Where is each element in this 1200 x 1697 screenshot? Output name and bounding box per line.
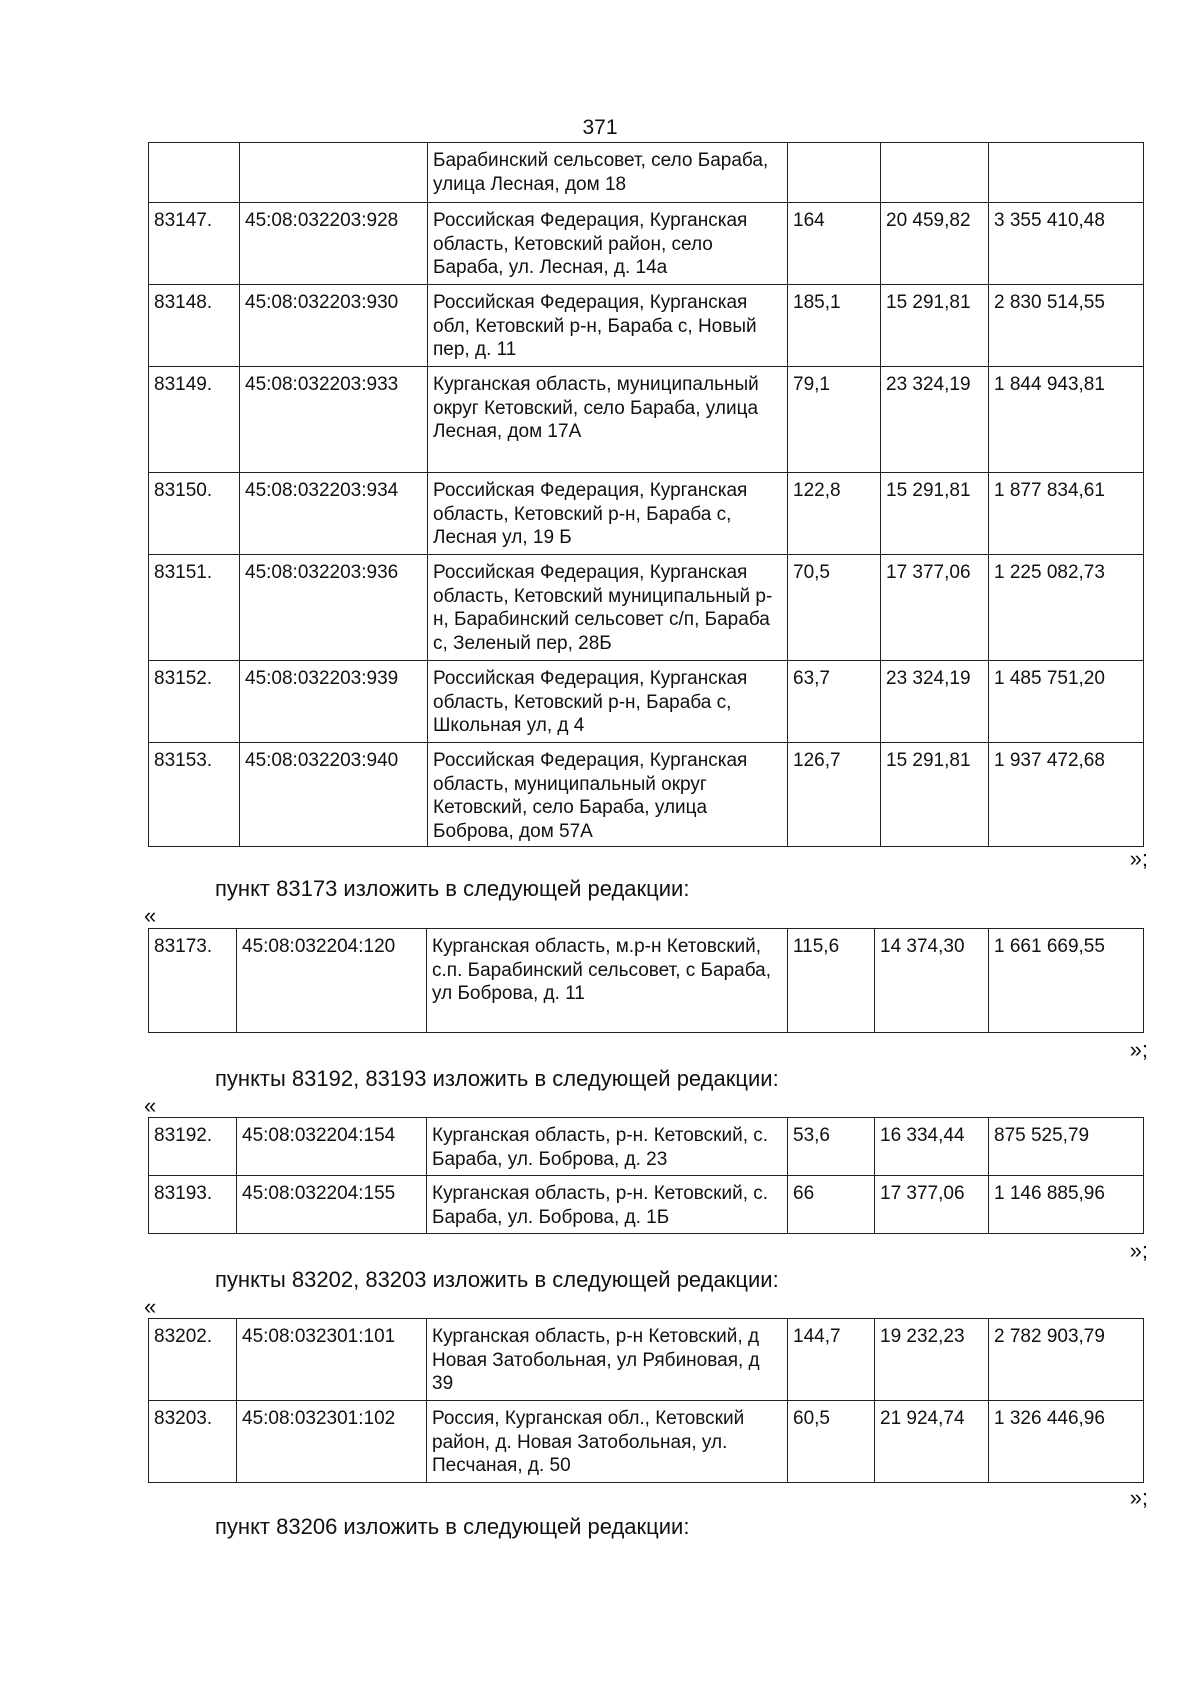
table-row bbox=[149, 203, 1144, 285]
area: 115,6 bbox=[788, 929, 875, 1033]
cadastral-value: 875 525,79 bbox=[989, 1118, 1144, 1176]
table-row bbox=[149, 1319, 1144, 1401]
table-row bbox=[149, 473, 1144, 555]
address: Курганская область, р-н. Кетовский, с. Бараба, ул. Боброва, д. 1Б bbox=[427, 1176, 788, 1234]
address: Российская Федерация, Курганская область, Кетовский муниципальный р-н, Барабинский сельсовет с/п, Бараба с, Зеленый пер, 28Б bbox=[428, 555, 788, 661]
address: Курганская область, м.р-н Кетовский, с.п. Барабинский сельсовет, с Бараба, ул Боброва, д. 11 bbox=[427, 929, 788, 1033]
area: 66 bbox=[788, 1176, 875, 1234]
area: 60,5 bbox=[788, 1401, 875, 1483]
row-number: 83203. bbox=[149, 1401, 237, 1483]
cadastral-number bbox=[240, 143, 428, 203]
row-number: 83193. bbox=[149, 1176, 237, 1234]
opening-quote: « bbox=[144, 903, 157, 928]
cadastral-value: 1 485 751,20 bbox=[989, 661, 1144, 743]
cadastral-value: 3 355 410,48 bbox=[989, 203, 1144, 285]
table-row bbox=[149, 555, 1144, 661]
closing-quote: »; bbox=[1129, 1485, 1148, 1510]
row-number: 83147. bbox=[149, 203, 240, 285]
unit-price: 17 377,06 bbox=[875, 1176, 989, 1234]
cadastral-number: 45:08:032203:930 bbox=[240, 285, 428, 367]
address: Курганская область, р-н Кетовский, д Новая Затобольная, ул Рябиновая, д 39 bbox=[427, 1319, 788, 1401]
closing-quote: »; bbox=[1129, 1238, 1148, 1263]
row-number: 83192. bbox=[149, 1118, 237, 1176]
unit-price: 16 334,44 bbox=[875, 1118, 989, 1176]
cadastral-value: 1 146 885,96 bbox=[989, 1176, 1144, 1234]
row-number: 83202. bbox=[149, 1319, 237, 1401]
table-row bbox=[149, 367, 1144, 473]
address: Российская Федерация, Курганская область, Кетовский р-н, Бараба с, Школьная ул, д 4 bbox=[428, 661, 788, 743]
area bbox=[788, 143, 881, 203]
closing-quote: »; bbox=[1129, 846, 1148, 871]
opening-quote: « bbox=[144, 1093, 157, 1118]
page-number: 371 bbox=[582, 116, 618, 139]
area: 144,7 bbox=[788, 1319, 875, 1401]
address: Россия, Курганская обл., Кетовский район, д. Новая Затобольная, ул. Песчаная, д. 50 bbox=[427, 1401, 788, 1483]
table-row bbox=[149, 1118, 1144, 1176]
cadastral-value bbox=[989, 143, 1144, 203]
unit-price: 15 291,81 bbox=[881, 285, 989, 367]
address: Курганская область, р-н. Кетовский, с. Бараба, ул. Боброва, д. 23 bbox=[427, 1118, 788, 1176]
cadastral-value: 1 225 082,73 bbox=[989, 555, 1144, 661]
area: 70,5 bbox=[788, 555, 881, 661]
opening-quote: « bbox=[144, 1294, 157, 1319]
cadastral-value: 1 877 834,61 bbox=[989, 473, 1144, 555]
row-number: 83152. bbox=[149, 661, 240, 743]
cadastral-number: 45:08:032204:154 bbox=[237, 1118, 427, 1176]
area: 63,7 bbox=[788, 661, 881, 743]
area: 53,6 bbox=[788, 1118, 875, 1176]
closing-quote: »; bbox=[1129, 1037, 1148, 1062]
cadastral-value: 1 661 669,55 bbox=[989, 929, 1144, 1033]
unit-price: 19 232,23 bbox=[875, 1319, 989, 1401]
cadastral-number: 45:08:032203:936 bbox=[240, 555, 428, 661]
table-row bbox=[149, 929, 1144, 1033]
table-row bbox=[149, 1176, 1144, 1234]
cadastral-number: 45:08:032204:155 bbox=[237, 1176, 427, 1234]
registry-table-3 bbox=[148, 1117, 1144, 1234]
row-number: 83150. bbox=[149, 473, 240, 555]
address: Российская Федерация, Курганская обл, Кетовский р-н, Бараба с, Новый пер, д. 11 bbox=[428, 285, 788, 367]
address: Российская Федерация, Курганская область, муниципальный округ Кетовский, село Бараба, улица Боброва, дом 57А bbox=[428, 743, 788, 847]
row-number: 83151. bbox=[149, 555, 240, 661]
registry-table-2 bbox=[148, 928, 1144, 1033]
cadastral-number: 45:08:032203:939 bbox=[240, 661, 428, 743]
unit-price: 14 374,30 bbox=[875, 929, 989, 1033]
cadastral-value: 1 326 446,96 bbox=[989, 1401, 1144, 1483]
cadastral-value: 2 782 903,79 bbox=[989, 1319, 1144, 1401]
area: 126,7 bbox=[788, 743, 881, 847]
cadastral-value: 1 844 943,81 bbox=[989, 367, 1144, 473]
area: 79,1 bbox=[788, 367, 881, 473]
address: Барабинский сельсовет, село Бараба, улица Лесная, дом 18 bbox=[428, 143, 788, 203]
unit-price: 15 291,81 bbox=[881, 473, 989, 555]
row-number: 83173. bbox=[149, 929, 237, 1033]
amendment-paragraph: пункт 83206 изложить в следующей редакции: bbox=[215, 1514, 690, 1539]
cadastral-number: 45:08:032203:928 bbox=[240, 203, 428, 285]
registry-table-1 bbox=[148, 142, 1144, 847]
row-number: 83149. bbox=[149, 367, 240, 473]
unit-price: 17 377,06 bbox=[881, 555, 989, 661]
area: 164 bbox=[788, 203, 881, 285]
unit-price: 23 324,19 bbox=[881, 661, 989, 743]
table-row bbox=[149, 661, 1144, 743]
unit-price bbox=[881, 143, 989, 203]
cadastral-number: 45:08:032301:101 bbox=[237, 1319, 427, 1401]
address: Российская Федерация, Курганская область, Кетовский район, село Бараба, ул. Лесная, д. 14а bbox=[428, 203, 788, 285]
table-row bbox=[149, 1401, 1144, 1483]
amendment-paragraph: пункты 83192, 83193 изложить в следующей редакции: bbox=[215, 1066, 779, 1091]
row-number: 83148. bbox=[149, 285, 240, 367]
table-row bbox=[149, 143, 1144, 203]
cadastral-number: 45:08:032203:933 bbox=[240, 367, 428, 473]
unit-price: 15 291,81 bbox=[881, 743, 989, 847]
registry-table-4 bbox=[148, 1318, 1144, 1483]
cadastral-value: 2 830 514,55 bbox=[989, 285, 1144, 367]
area: 122,8 bbox=[788, 473, 881, 555]
unit-price: 20 459,82 bbox=[881, 203, 989, 285]
cadastral-number: 45:08:032203:934 bbox=[240, 473, 428, 555]
unit-price: 23 324,19 bbox=[881, 367, 989, 473]
address: Курганская область, муниципальный округ Кетовский, село Бараба, улица Лесная, дом 17А bbox=[428, 367, 788, 473]
table-row bbox=[149, 743, 1144, 847]
cadastral-number: 45:08:032301:102 bbox=[237, 1401, 427, 1483]
amendment-paragraph: пункт 83173 изложить в следующей редакции: bbox=[215, 876, 690, 901]
cadastral-number: 45:08:032203:940 bbox=[240, 743, 428, 847]
cadastral-value: 1 937 472,68 bbox=[989, 743, 1144, 847]
cadastral-number: 45:08:032204:120 bbox=[237, 929, 427, 1033]
unit-price: 21 924,74 bbox=[875, 1401, 989, 1483]
address: Российская Федерация, Курганская область, Кетовский р-н, Бараба с, Лесная ул, 19 Б bbox=[428, 473, 788, 555]
area: 185,1 bbox=[788, 285, 881, 367]
row-number: 83153. bbox=[149, 743, 240, 847]
table-row bbox=[149, 285, 1144, 367]
row-number bbox=[149, 143, 240, 203]
amendment-paragraph: пункты 83202, 83203 изложить в следующей редакции: bbox=[215, 1267, 779, 1292]
